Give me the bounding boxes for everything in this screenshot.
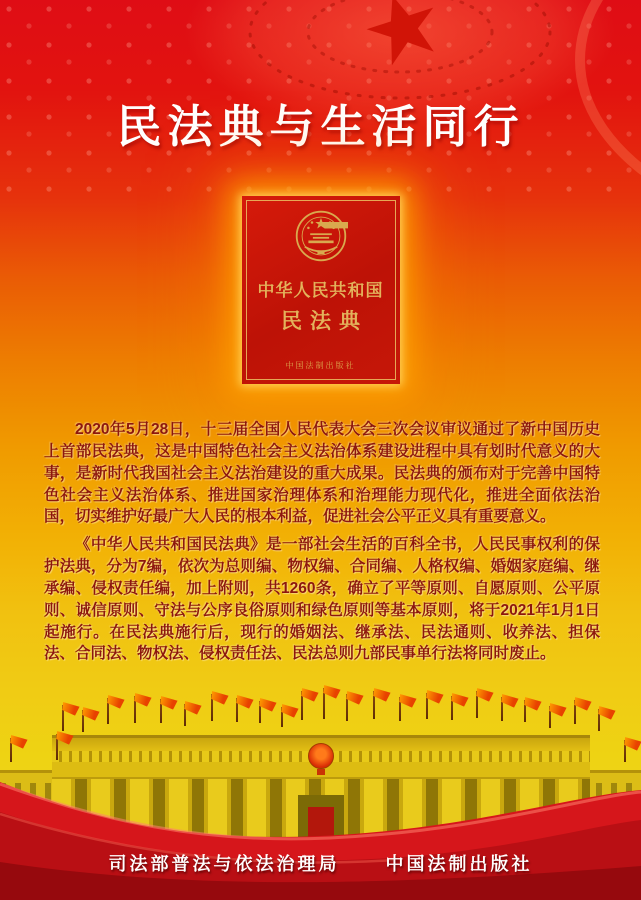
red-flag-icon: [184, 704, 186, 726]
footer: [0, 850, 641, 876]
red-flag-icon: [373, 691, 375, 719]
civil-code-book-cover: [242, 196, 400, 384]
red-flag-icon: [426, 693, 428, 719]
red-flag-icon: [549, 706, 551, 728]
red-flag-icon: [323, 688, 325, 719]
book-country-line: 中华人民共和国: [257, 281, 384, 300]
red-flag-icon: [301, 691, 303, 720]
red-flag-icon: [107, 698, 109, 724]
red-flag-icon: [10, 738, 12, 762]
footer-org: 司法部普法与依法治理局: [108, 854, 340, 874]
red-flag-icon: [62, 705, 64, 731]
red-flag-icon: [346, 694, 348, 721]
red-flag-icon: [399, 697, 401, 721]
red-flag-icon: [624, 740, 626, 762]
red-flag-icon: [211, 694, 213, 721]
poster-title: 民法典与生活同行: [116, 101, 525, 152]
paragraph-2: 《中华人民共和国民法典》是一部社会生活的百科全书，人民民事权利的保护法典，分为7编，依次为总则编、物权编、合同编、人格权编、婚姻家庭编、继承编、侵权责任编，加上附则，共1260条，确立了平等原则、自愿原则、公平原则、诚信原则、守法与公序良俗原则和绿色原则等基本原则，将于2021年1月1日起施行。在民法典施行后，现行的婚姻法、继承法、民法通则、收养法、担保法、合同法、物权法、侵权责任法、民法总则九部民事单行法将同时废止。: [44, 536, 600, 663]
book-title: 民法典: [281, 309, 368, 333]
ribbon-illustration: [0, 770, 641, 900]
red-flag-icon: [476, 691, 478, 718]
red-flag-icon: [574, 700, 576, 724]
national-emblem-icon: [294, 209, 348, 263]
book-publisher: 中国法制出版社: [285, 361, 356, 370]
red-flag-icon: [281, 707, 283, 727]
footer-publisher: 中国法制出版社: [385, 854, 533, 874]
red-flag-icon: [501, 697, 503, 721]
red-flag-icon: [56, 734, 58, 760]
red-flag-icon: [160, 699, 162, 723]
red-flag-icon: [598, 709, 600, 731]
paragraph-1: 2020年5月28日，十三届全国人民代表大会三次会议审议通过了新中国历史上首部民法典，这是中国特色社会主义法治体系建设进程中具有划时代意义的大事，是新时代我国社会主义法治建设的重大成果。民法典的颁布对于完善中国特色社会主义法治体系、推进国家治理体系和治理能力现代化，推进全面依法治国，切实维护好最广大人民的根本利益，促进社会公平正义具有重要意义。: [44, 421, 600, 526]
red-flag-icon: [259, 701, 261, 723]
red-flag-icon: [82, 710, 84, 732]
red-flag-icon: [451, 696, 453, 720]
body-text: [44, 419, 600, 671]
red-flag-icon: [524, 700, 526, 722]
red-flag-icon: [134, 696, 136, 723]
facade-emblem-icon: [307, 743, 335, 773]
red-flag-icon: [236, 698, 238, 722]
